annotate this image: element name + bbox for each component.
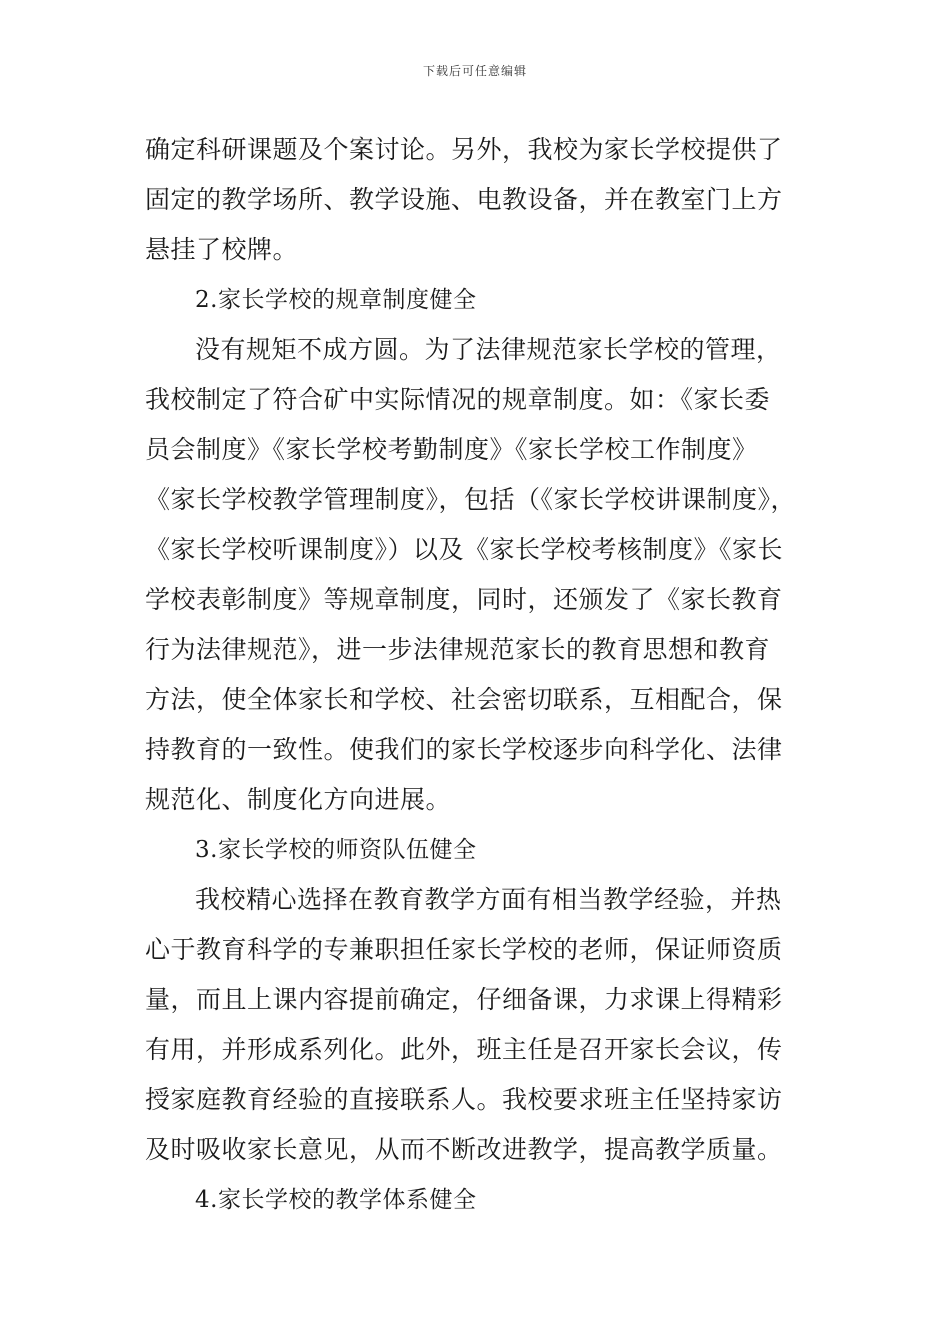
paragraph-line: 量，而且上课内容提前确定，仔细备课，力求课上得精彩	[145, 985, 783, 1014]
paragraph-line: 确定科研课题及个案讨论。另外，我校为家长学校提供了	[145, 135, 783, 164]
paragraph-line: 有用，并形成系列化。此外，班主任是召开家长会议，传	[145, 1035, 783, 1064]
paragraph-line: 《家长学校听课制度》）以及《家长学校考核制度》《家长	[145, 535, 784, 564]
paragraph-line: 心于教育科学的专兼职担任家长学校的老师，保证师资质	[145, 935, 783, 964]
document-body	[145, 125, 820, 1225]
paragraph-line: 授家庭教育经验的直接联系人。我校要求班主任坚持家访	[145, 1085, 783, 1114]
paragraph-line: 员会制度》《家长学校考勤制度》《家长学校工作制度》	[145, 435, 758, 464]
paragraph-line: 学校表彰制度》等规章制度，同时，还颁发了《家长教育	[145, 585, 783, 614]
section-heading: 4.家长学校的教学体系健全	[195, 1187, 477, 1213]
paragraph-line: 持教育的一致性。使我们的家长学校逐步向科学化、法律	[145, 735, 783, 764]
paragraph-line: 行为法律规范》，进一步法律规范家长的教育思想和教育	[145, 635, 771, 664]
paragraph-line: 我校制定了符合矿中实际情况的规章制度。如：《家长委	[145, 385, 771, 414]
section-heading: 2.家长学校的规章制度健全	[195, 287, 477, 313]
paragraph-line: 方法，使全体家长和学校、社会密切联系，互相配合，保	[145, 685, 783, 714]
paragraph-line: 及时吸收家长意见，从而不断改进教学，提高教学质量。	[145, 1135, 783, 1164]
paragraph-line: 悬挂了校牌。	[145, 235, 299, 264]
paragraph-line: 固定的教学场所、教学设施、电教设备，并在教室门上方	[145, 185, 783, 214]
paragraph-line: 《家长学校教学管理制度》，包括（《家长学校讲课制度》，	[145, 485, 797, 514]
page-header: 下载后可任意编辑	[422, 64, 527, 78]
paragraph-line: 规范化、制度化方向进展。	[145, 785, 452, 814]
section-heading: 3.家长学校的师资队伍健全	[195, 837, 477, 863]
paragraph-line: 我校精心选择在教育教学方面有相当教学经验，并热	[195, 885, 782, 914]
paragraph-line: 没有规矩不成方圆。为了法律规范家长学校的管理，	[195, 335, 782, 364]
